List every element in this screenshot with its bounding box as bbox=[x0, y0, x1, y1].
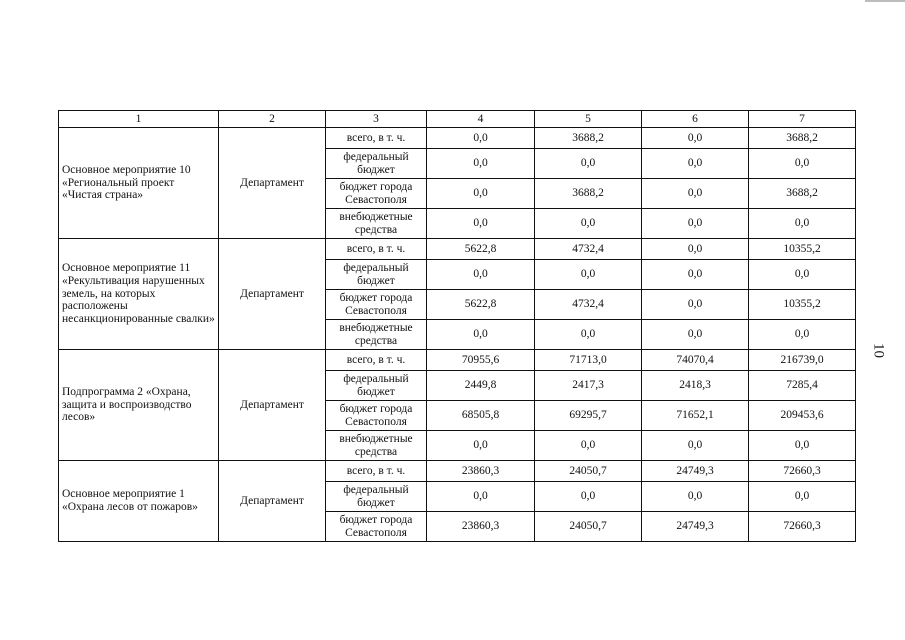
executor-cell: Департамент bbox=[219, 128, 326, 239]
amount-cell: 0,0 bbox=[642, 179, 749, 209]
funding-source-cell: бюджет города Севастополя bbox=[326, 290, 427, 320]
amount-cell: 0,0 bbox=[642, 320, 749, 350]
amount-cell: 71713,0 bbox=[535, 350, 642, 371]
funding-source-cell: бюджет города Севастополя bbox=[326, 401, 427, 431]
amount-cell: 24050,7 bbox=[535, 461, 642, 482]
amount-cell: 70955,6 bbox=[427, 350, 535, 371]
header-cell: 6 bbox=[642, 111, 749, 128]
table-row bbox=[59, 128, 856, 149]
amount-cell: 0,0 bbox=[535, 431, 642, 461]
amount-cell: 2417,3 bbox=[535, 371, 642, 401]
amount-cell: 23860,3 bbox=[427, 461, 535, 482]
amount-cell: 0,0 bbox=[642, 239, 749, 260]
funding-source-cell: внебюджетные средства bbox=[326, 320, 427, 350]
amount-cell: 68505,8 bbox=[427, 401, 535, 431]
amount-cell: 0,0 bbox=[642, 482, 749, 512]
amount-cell: 0,0 bbox=[535, 149, 642, 179]
funding-source-cell: внебюджетные средства bbox=[326, 209, 427, 239]
header-cell: 3 bbox=[326, 111, 427, 128]
amount-cell: 0,0 bbox=[535, 209, 642, 239]
amount-cell: 0,0 bbox=[427, 179, 535, 209]
funding-source-cell: всего, в т. ч. bbox=[326, 350, 427, 371]
header-row bbox=[59, 111, 856, 128]
amount-cell: 5622,8 bbox=[427, 290, 535, 320]
amount-cell: 0,0 bbox=[642, 290, 749, 320]
amount-cell: 5622,8 bbox=[427, 239, 535, 260]
amount-cell: 0,0 bbox=[427, 260, 535, 290]
amount-cell: 23860,3 bbox=[427, 512, 535, 542]
funding-source-cell: федеральный бюджет bbox=[326, 149, 427, 179]
amount-cell: 0,0 bbox=[642, 128, 749, 149]
amount-cell: 72660,3 bbox=[749, 461, 856, 482]
measure-title: Подпрограмма 2 «Охрана, защита и воспроизводство лесов» bbox=[59, 350, 219, 461]
amount-cell: 0,0 bbox=[749, 260, 856, 290]
amount-cell: 10355,2 bbox=[749, 290, 856, 320]
funding-source-cell: федеральный бюджет bbox=[326, 260, 427, 290]
amount-cell: 74070,4 bbox=[642, 350, 749, 371]
amount-cell: 0,0 bbox=[427, 209, 535, 239]
funding-source-cell: внебюджетные средства bbox=[326, 431, 427, 461]
amount-cell: 0,0 bbox=[427, 482, 535, 512]
table-row bbox=[59, 350, 856, 371]
funding-source-cell: всего, в т. ч. bbox=[326, 239, 427, 260]
measure-title: Основное мероприятие 1 «Охрана лесов от пожаров» bbox=[59, 461, 219, 542]
header-cell: 1 bbox=[59, 111, 219, 128]
amount-cell: 3688,2 bbox=[535, 179, 642, 209]
amount-cell: 0,0 bbox=[642, 209, 749, 239]
funding-source-cell: всего, в т. ч. bbox=[326, 461, 427, 482]
amount-cell: 0,0 bbox=[749, 209, 856, 239]
amount-cell: 0,0 bbox=[642, 260, 749, 290]
amount-cell: 0,0 bbox=[535, 260, 642, 290]
funding-source-cell: бюджет города Севастополя bbox=[326, 512, 427, 542]
executor-cell: Департамент bbox=[219, 239, 326, 350]
amount-cell: 0,0 bbox=[535, 482, 642, 512]
amount-cell: 7285,4 bbox=[749, 371, 856, 401]
amount-cell: 3688,2 bbox=[749, 179, 856, 209]
amount-cell: 2449,8 bbox=[427, 371, 535, 401]
amount-cell: 69295,7 bbox=[535, 401, 642, 431]
amount-cell: 0,0 bbox=[427, 128, 535, 149]
funding-source-cell: всего, в т. ч. bbox=[326, 128, 427, 149]
amount-cell: 0,0 bbox=[749, 482, 856, 512]
amount-cell: 0,0 bbox=[427, 320, 535, 350]
amount-cell: 3688,2 bbox=[749, 128, 856, 149]
amount-cell: 0,0 bbox=[642, 431, 749, 461]
top-rule bbox=[865, 0, 905, 2]
amount-cell: 2418,3 bbox=[642, 371, 749, 401]
funding-source-cell: федеральный бюджет bbox=[326, 371, 427, 401]
table-body bbox=[59, 111, 856, 542]
funding-source-cell: бюджет города Севастополя bbox=[326, 179, 427, 209]
header-cell: 2 bbox=[219, 111, 326, 128]
header-cell: 4 bbox=[427, 111, 535, 128]
table-row bbox=[59, 461, 856, 482]
amount-cell: 71652,1 bbox=[642, 401, 749, 431]
header-cell: 7 bbox=[749, 111, 856, 128]
amount-cell: 0,0 bbox=[749, 149, 856, 179]
amount-cell: 0,0 bbox=[642, 149, 749, 179]
funding-source-cell: федеральный бюджет bbox=[326, 482, 427, 512]
measure-title: Основное мероприятие 10 «Региональный проект «Чистая страна» bbox=[59, 128, 219, 239]
amount-cell: 4732,4 bbox=[535, 290, 642, 320]
amount-cell: 24050,7 bbox=[535, 512, 642, 542]
table-row bbox=[59, 239, 856, 260]
executor-cell: Департамент bbox=[219, 461, 326, 542]
amount-cell: 0,0 bbox=[749, 320, 856, 350]
amount-cell: 0,0 bbox=[749, 431, 856, 461]
amount-cell: 0,0 bbox=[427, 149, 535, 179]
amount-cell: 4732,4 bbox=[535, 239, 642, 260]
amount-cell: 209453,6 bbox=[749, 401, 856, 431]
executor-cell: Департамент bbox=[219, 350, 326, 461]
amount-cell: 216739,0 bbox=[749, 350, 856, 371]
page-number: 10 bbox=[870, 343, 887, 358]
header-cell: 5 bbox=[535, 111, 642, 128]
amount-cell: 3688,2 bbox=[535, 128, 642, 149]
amount-cell: 24749,3 bbox=[642, 512, 749, 542]
measure-title: Основное мероприятие 11 «Рекультивация нарушенных земель, на которых расположены несанкционированные свалки» bbox=[59, 239, 219, 350]
amount-cell: 72660,3 bbox=[749, 512, 856, 542]
amount-cell: 0,0 bbox=[535, 320, 642, 350]
amount-cell: 10355,2 bbox=[749, 239, 856, 260]
amount-cell: 24749,3 bbox=[642, 461, 749, 482]
budget-table bbox=[58, 110, 856, 542]
amount-cell: 0,0 bbox=[427, 431, 535, 461]
